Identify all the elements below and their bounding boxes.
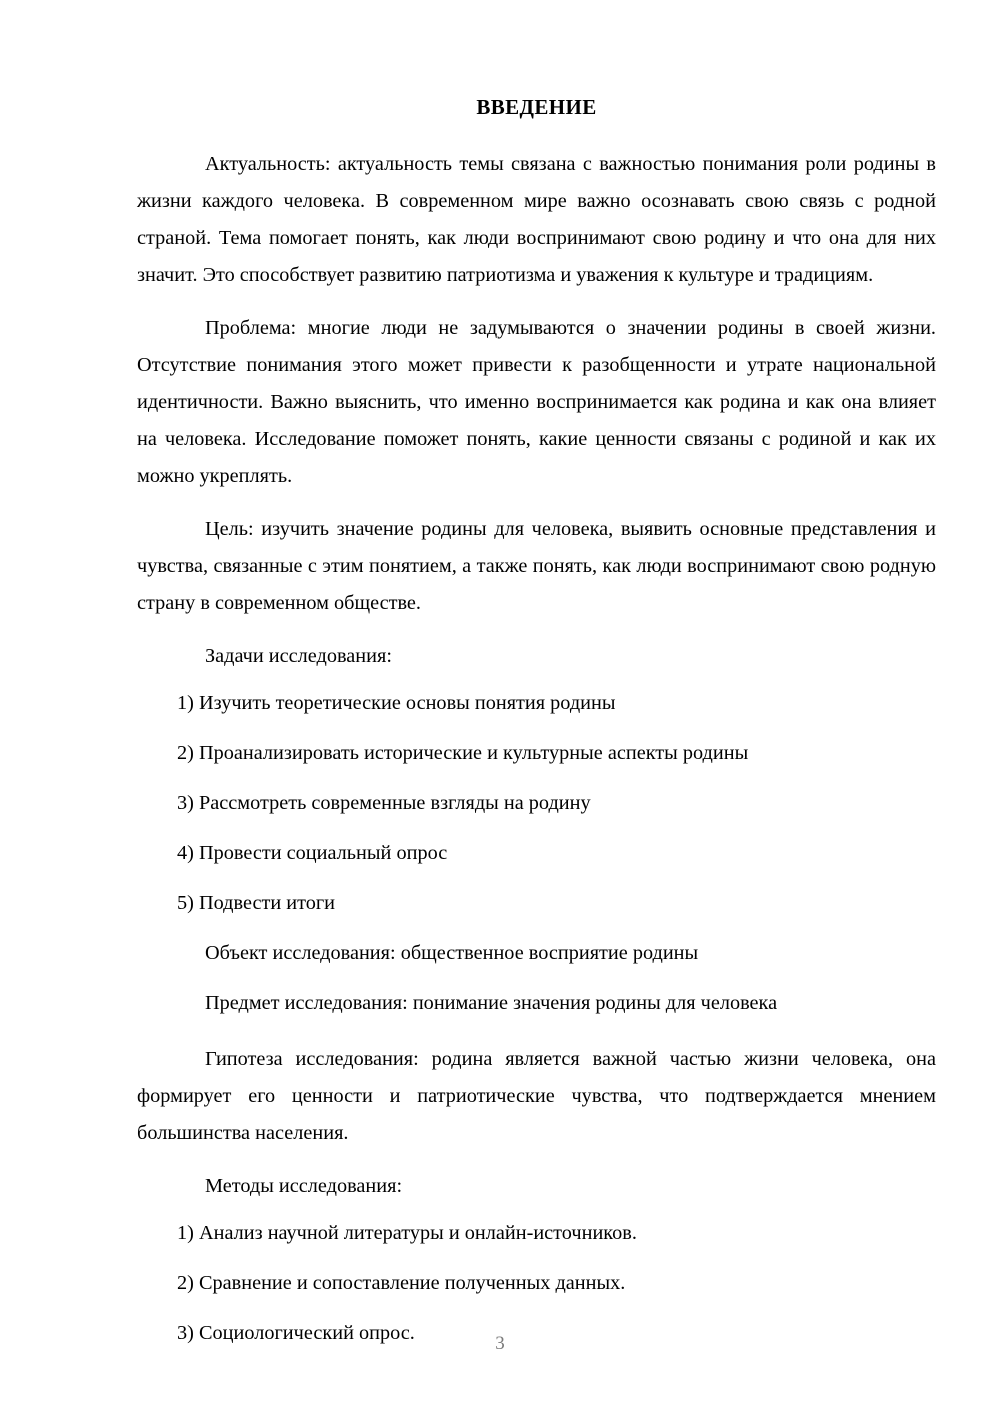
paragraph-problem: Проблема: многие люди не задумываются о значении родины в своей жизни. Отсутствие понимания этого может привести к разобщенности и утрате национальной идентичности. Важно выяснить, что именно воспринимается как родина и как она влияет на человека. Исследование поможет понять, какие ценности связаны с родиной и как их можно укреплять. xyxy=(137,317,936,487)
statement-subject: Предмет исследования: понимание значения родины для человека xyxy=(205,992,778,1014)
list-item: 5) Подвести итоги xyxy=(177,892,336,914)
paragraph-hypothesis: Гипотеза исследования: родина является важной частью жизни человека, она формирует его ценности и патриотические чувства, что подтверждается мнением большинства населения. xyxy=(137,1048,936,1144)
list-item: 2) Проанализировать исторические и культурные аспекты родины xyxy=(177,742,749,764)
paragraph-goal: Цель: изучить значение родины для человека, выявить основные представления и чувства, связанные с этим понятием, а также понять, как люди воспринимают свою родную страну в современном обществе. xyxy=(137,518,936,614)
heading-methods: Методы исследования: xyxy=(205,1175,403,1197)
list-item: 4) Провести социальный опрос xyxy=(177,842,448,864)
list-item: 3) Рассмотреть современные взгляды на родину xyxy=(177,792,591,814)
list-item: 1) Анализ научной литературы и онлайн-источников. xyxy=(177,1222,637,1244)
page-number: 3 xyxy=(495,1333,505,1354)
document-body xyxy=(137,92,936,1365)
list-item: 3) Социологический опрос. xyxy=(177,1322,415,1344)
list-item: 2) Сравнение и сопоставление полученных данных. xyxy=(177,1272,626,1294)
statement-object: Объект исследования: общественное восприятие родины xyxy=(205,942,699,964)
tasks-list xyxy=(137,685,936,922)
list-item: 1) Изучить теоретические основы понятия родины xyxy=(177,692,616,714)
heading-tasks: Задачи исследования: xyxy=(205,645,392,667)
page-title: ВВЕДЕНИЕ xyxy=(476,95,597,119)
paragraph-relevance: Актуальность: актуальность темы связана с важностью понимания роли родины в жизни каждого человека. В современном мире важно осознавать свою связь с родной страной. Тема помогает понять, как люди воспринимают свою родину и что она для них значит. Это способствует развитию патриотизма и уважения к культуре и традициям. xyxy=(137,153,936,286)
